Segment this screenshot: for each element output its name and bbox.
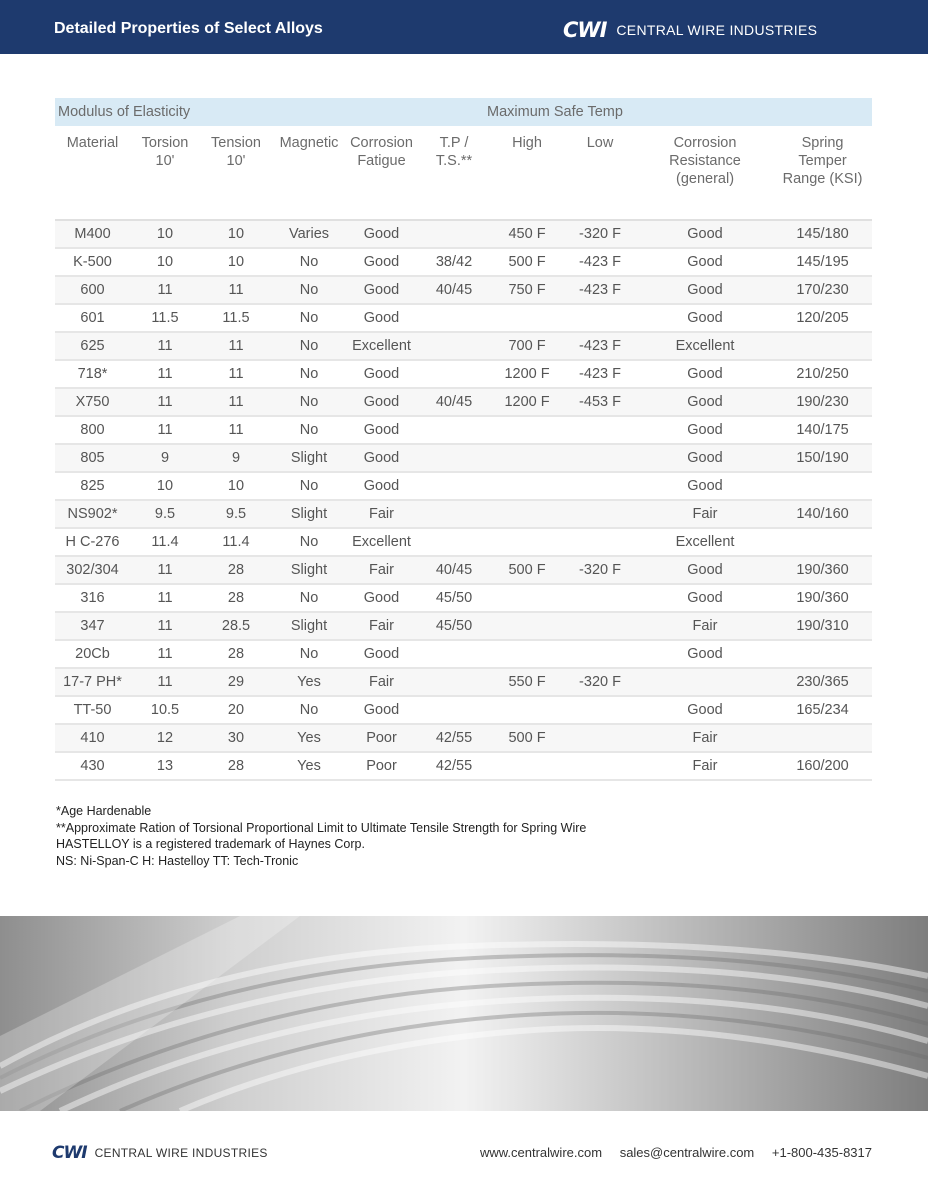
table-cell: Fair — [346, 668, 417, 696]
table-cell: Good — [637, 220, 773, 248]
table-cell: Fair — [637, 500, 773, 528]
table-cell: Excellent — [637, 528, 773, 556]
table-cell: 11 — [200, 388, 272, 416]
table-cell: 28 — [200, 556, 272, 584]
footnotes — [56, 803, 586, 869]
table-cell: -453 F — [563, 388, 637, 416]
table-cell: 28 — [200, 584, 272, 612]
table-cell: No — [272, 332, 346, 360]
table-cell: 230/365 — [773, 668, 872, 696]
wire-coil-image — [0, 916, 928, 1111]
table-cell — [563, 472, 637, 500]
table-cell — [563, 304, 637, 332]
column-header-line: Tension — [211, 135, 261, 151]
table-cell: 11 — [130, 276, 200, 304]
table-cell: 120/205 — [773, 304, 872, 332]
table-cell: Good — [346, 220, 417, 248]
logo-text: CENTRAL WIRE INDUSTRIES — [616, 22, 818, 38]
table-cell: Fair — [346, 500, 417, 528]
table-row — [55, 640, 872, 668]
table-cell — [491, 500, 563, 528]
table-cell: 347 — [55, 612, 130, 640]
table-cell: 11.4 — [200, 528, 272, 556]
column-header-line: Corrosion — [350, 135, 413, 151]
table-cell: Good — [637, 472, 773, 500]
table-cell: 170/230 — [773, 276, 872, 304]
column-header — [637, 126, 773, 220]
table-cell: 45/50 — [417, 612, 491, 640]
table-cell — [773, 472, 872, 500]
column-header-line: 10' — [226, 153, 246, 169]
group-header-row — [55, 98, 872, 126]
table-cell: Yes — [272, 668, 346, 696]
table-cell: 1200 F — [491, 360, 563, 388]
table-cell: 40/45 — [417, 276, 491, 304]
column-header — [417, 126, 491, 220]
table-row — [55, 220, 872, 248]
column-header-line: (general) — [676, 171, 735, 187]
table-cell — [773, 640, 872, 668]
table-cell — [491, 612, 563, 640]
table-row — [55, 528, 872, 556]
table-cell: Poor — [346, 752, 417, 780]
table-cell — [491, 444, 563, 472]
table-cell: 550 F — [491, 668, 563, 696]
table-cell: No — [272, 360, 346, 388]
table-cell: Good — [346, 584, 417, 612]
table-cell — [417, 640, 491, 668]
table-cell: Good — [346, 388, 417, 416]
table-cell: 9.5 — [130, 500, 200, 528]
column-header-line: T.P / — [439, 135, 469, 151]
table-cell: 40/45 — [417, 388, 491, 416]
table-cell: 190/360 — [773, 556, 872, 584]
table-cell: 145/180 — [773, 220, 872, 248]
table-cell: Slight — [272, 500, 346, 528]
table-cell: 800 — [55, 416, 130, 444]
table-cell — [563, 584, 637, 612]
table-cell: 601 — [55, 304, 130, 332]
column-header — [130, 126, 200, 220]
table-cell: 750 F — [491, 276, 563, 304]
table-cell: Good — [637, 276, 773, 304]
table-cell: 302/304 — [55, 556, 130, 584]
table-cell — [417, 668, 491, 696]
column-header — [773, 126, 872, 220]
table-cell: 9 — [200, 444, 272, 472]
table-cell: 825 — [55, 472, 130, 500]
table-cell: 28.5 — [200, 612, 272, 640]
table-cell: 190/230 — [773, 388, 872, 416]
table-cell: 9 — [130, 444, 200, 472]
table-row — [55, 612, 872, 640]
table-cell: -423 F — [563, 332, 637, 360]
table-cell — [563, 724, 637, 752]
table-cell: 20 — [200, 696, 272, 724]
table-cell: 10 — [130, 472, 200, 500]
table-cell: 30 — [200, 724, 272, 752]
table-cell: 718* — [55, 360, 130, 388]
table-cell — [491, 528, 563, 556]
table-cell: H C-276 — [55, 528, 130, 556]
column-header-line: Resistance — [669, 153, 741, 169]
table-cell — [563, 444, 637, 472]
table-row — [55, 360, 872, 388]
table-cell: 42/55 — [417, 752, 491, 780]
column-header-line: Range (KSI) — [782, 171, 863, 187]
table-cell — [491, 696, 563, 724]
footer-contacts — [466, 1145, 872, 1160]
table-cell: No — [272, 528, 346, 556]
table-cell — [773, 528, 872, 556]
table-cell: Good — [346, 304, 417, 332]
table-cell: 45/50 — [417, 584, 491, 612]
table-cell: -320 F — [563, 220, 637, 248]
table-cell: 10.5 — [130, 696, 200, 724]
column-header — [272, 126, 346, 220]
table-cell: 700 F — [491, 332, 563, 360]
table-cell: 160/200 — [773, 752, 872, 780]
column-header-line: Magnetic — [279, 135, 339, 151]
column-header-line: Temper — [798, 153, 847, 169]
table-cell: Fair — [637, 752, 773, 780]
table-cell: -320 F — [563, 668, 637, 696]
table-cell: K-500 — [55, 248, 130, 276]
column-header-line: Material — [66, 135, 119, 151]
table-cell — [417, 696, 491, 724]
table-cell: 11 — [130, 640, 200, 668]
table-cell: 11 — [130, 668, 200, 696]
table-row — [55, 248, 872, 276]
table-cell: 410 — [55, 724, 130, 752]
table-cell — [491, 416, 563, 444]
table-row — [55, 472, 872, 500]
column-header-line: Spring — [801, 135, 844, 151]
table-cell: No — [272, 304, 346, 332]
table-cell: No — [272, 276, 346, 304]
table-cell: 11 — [130, 584, 200, 612]
table-row — [55, 388, 872, 416]
column-header — [491, 126, 563, 220]
table-cell — [417, 332, 491, 360]
column-header-line: High — [512, 135, 542, 151]
table-cell: 430 — [55, 752, 130, 780]
table-cell: 10 — [200, 220, 272, 248]
group-header-modulus: Modulus of Elasticity — [55, 98, 417, 126]
table-cell: 11 — [130, 416, 200, 444]
table-cell: TT-50 — [55, 696, 130, 724]
table-row — [55, 668, 872, 696]
table-cell: 28 — [200, 640, 272, 668]
table-cell: 1200 F — [491, 388, 563, 416]
table-cell: 42/55 — [417, 724, 491, 752]
table-cell: 11 — [130, 332, 200, 360]
table-row — [55, 584, 872, 612]
table-cell — [563, 696, 637, 724]
website-link[interactable]: www.centralwire.com — [479, 1145, 603, 1160]
table-cell: 140/160 — [773, 500, 872, 528]
table-cell: M400 — [55, 220, 130, 248]
table-cell — [491, 752, 563, 780]
table-cell — [637, 668, 773, 696]
table-cell: No — [272, 416, 346, 444]
footnote-line: HASTELLOY is a registered trademark of Haynes Corp. — [56, 837, 365, 851]
table-cell: 40/45 — [417, 556, 491, 584]
table-row — [55, 276, 872, 304]
table-row — [55, 304, 872, 332]
table-cell — [491, 304, 563, 332]
table-cell — [563, 640, 637, 668]
table-cell: 11 — [200, 276, 272, 304]
table-cell: No — [272, 472, 346, 500]
page-footer — [0, 1111, 928, 1200]
column-header — [200, 126, 272, 220]
table-cell: Slight — [272, 612, 346, 640]
table-cell — [563, 528, 637, 556]
table-cell — [491, 472, 563, 500]
footer-logo-text: CENTRAL WIRE INDUSTRIES — [94, 1146, 268, 1160]
table-cell: Fair — [346, 612, 417, 640]
table-cell: NS902* — [55, 500, 130, 528]
table-cell: 10 — [130, 248, 200, 276]
table-cell: Excellent — [346, 528, 417, 556]
table-cell: 11.5 — [130, 304, 200, 332]
table-cell: Good — [637, 696, 773, 724]
table-cell: -423 F — [563, 248, 637, 276]
table-row — [55, 724, 872, 752]
page-header — [0, 0, 928, 54]
table-cell — [417, 304, 491, 332]
footer-logo — [52, 1143, 268, 1163]
table-cell — [563, 612, 637, 640]
table-cell: Poor — [346, 724, 417, 752]
table-cell: 165/234 — [773, 696, 872, 724]
table-cell: No — [272, 388, 346, 416]
table-row — [55, 444, 872, 472]
table-cell: 17-7 PH* — [55, 668, 130, 696]
table-cell: Slight — [272, 556, 346, 584]
table-cell — [773, 332, 872, 360]
table-cell: -423 F — [563, 276, 637, 304]
table-row — [55, 416, 872, 444]
table-cell: X750 — [55, 388, 130, 416]
table-cell: 29 — [200, 668, 272, 696]
table-cell: Good — [637, 304, 773, 332]
table-row — [55, 332, 872, 360]
column-header — [55, 126, 130, 220]
table-cell — [773, 724, 872, 752]
table-cell: No — [272, 640, 346, 668]
table-cell: 190/310 — [773, 612, 872, 640]
table-cell: 500 F — [491, 556, 563, 584]
table-cell: 11 — [130, 612, 200, 640]
table-cell: 13 — [130, 752, 200, 780]
table-cell: Good — [346, 444, 417, 472]
table-cell: 10 — [130, 220, 200, 248]
table-cell: 145/195 — [773, 248, 872, 276]
alloy-properties-table — [55, 98, 872, 781]
column-header-line: T.S.** — [435, 153, 473, 169]
table-cell: 210/250 — [773, 360, 872, 388]
table-cell: 12 — [130, 724, 200, 752]
table-cell: Yes — [272, 752, 346, 780]
page-title: Detailed Properties of Select Alloys — [54, 20, 323, 37]
table-cell: Good — [346, 640, 417, 668]
table-cell — [491, 584, 563, 612]
table-body — [55, 220, 872, 780]
table-cell — [417, 500, 491, 528]
table-cell: Yes — [272, 724, 346, 752]
table-cell: 20Cb — [55, 640, 130, 668]
table-cell: Good — [637, 444, 773, 472]
column-header — [346, 126, 417, 220]
table-cell: 805 — [55, 444, 130, 472]
table-row — [55, 752, 872, 780]
table-cell — [417, 444, 491, 472]
table-cell: Good — [346, 360, 417, 388]
table-cell: 11 — [130, 360, 200, 388]
table-cell — [417, 220, 491, 248]
table-cell: Good — [346, 248, 417, 276]
table-cell — [417, 360, 491, 388]
table-cell: Fair — [346, 556, 417, 584]
column-header-line: Corrosion — [673, 135, 737, 151]
table-row — [55, 696, 872, 724]
group-header-max-temp: Maximum Safe Temp — [417, 98, 872, 126]
table-cell — [563, 500, 637, 528]
column-header-line: Torsion — [141, 135, 189, 151]
table-cell — [491, 640, 563, 668]
table-cell: Good — [637, 584, 773, 612]
table-cell: 190/360 — [773, 584, 872, 612]
column-header-line: Fatigue — [357, 153, 406, 169]
table-cell: Good — [346, 416, 417, 444]
table-cell: 28 — [200, 752, 272, 780]
table-cell: Good — [346, 276, 417, 304]
table-cell — [563, 752, 637, 780]
table-cell: Good — [637, 556, 773, 584]
table-cell: 11 — [200, 332, 272, 360]
column-header — [563, 126, 637, 220]
phone-number[interactable]: +1-800-435-8317 — [771, 1145, 872, 1160]
company-logo — [563, 19, 817, 41]
logo-mark: CWI — [563, 18, 607, 42]
table-cell: Varies — [272, 220, 346, 248]
table-row — [55, 500, 872, 528]
table-cell: No — [272, 584, 346, 612]
table-cell: 11 — [200, 360, 272, 388]
table-cell: 11 — [130, 556, 200, 584]
table-cell: 625 — [55, 332, 130, 360]
table-cell: Good — [637, 248, 773, 276]
table-cell: -423 F — [563, 360, 637, 388]
table-cell: Good — [637, 416, 773, 444]
column-header-line: Low — [586, 135, 614, 151]
table-cell: No — [272, 248, 346, 276]
table-cell: 10 — [200, 248, 272, 276]
table-cell — [417, 416, 491, 444]
table-cell: Excellent — [637, 332, 773, 360]
table-cell: Good — [346, 696, 417, 724]
table-cell: 11.5 — [200, 304, 272, 332]
table-cell: 10 — [200, 472, 272, 500]
email-link[interactable]: sales@centralwire.com — [619, 1145, 755, 1160]
table-cell: 500 F — [491, 248, 563, 276]
table-cell: 38/42 — [417, 248, 491, 276]
table-cell: 500 F — [491, 724, 563, 752]
table-cell: 11.4 — [130, 528, 200, 556]
table-cell: 450 F — [491, 220, 563, 248]
table-cell: Good — [637, 388, 773, 416]
table-cell: 11 — [200, 416, 272, 444]
table-row — [55, 556, 872, 584]
table-cell: 11 — [130, 388, 200, 416]
table-cell: 316 — [55, 584, 130, 612]
footnote-line: **Approximate Ration of Torsional Proportional Limit to Ultimate Tensile Strength for Spring Wire — [56, 820, 587, 835]
column-header-row — [55, 126, 872, 220]
table-cell: Slight — [272, 444, 346, 472]
footnote-line: NS: Ni-Span-C H: Hastelloy TT: Tech-Tronic — [56, 853, 299, 868]
table-cell: 9.5 — [200, 500, 272, 528]
column-header-line: 10' — [155, 153, 175, 169]
table-cell — [417, 472, 491, 500]
table-cell: Good — [637, 640, 773, 668]
table-cell: Good — [346, 472, 417, 500]
footer-logo-mark: CWI — [52, 1143, 87, 1163]
table-cell: 140/175 — [773, 416, 872, 444]
table-cell: 150/190 — [773, 444, 872, 472]
table-cell: Excellent — [346, 332, 417, 360]
table-cell: Good — [637, 360, 773, 388]
table-cell: 600 — [55, 276, 130, 304]
table-cell — [563, 416, 637, 444]
table-cell: Fair — [637, 612, 773, 640]
table-cell: No — [272, 696, 346, 724]
table-cell: Fair — [637, 724, 773, 752]
table-cell: -320 F — [563, 556, 637, 584]
footnote-line: *Age Hardenable — [56, 804, 152, 818]
table-cell — [417, 528, 491, 556]
